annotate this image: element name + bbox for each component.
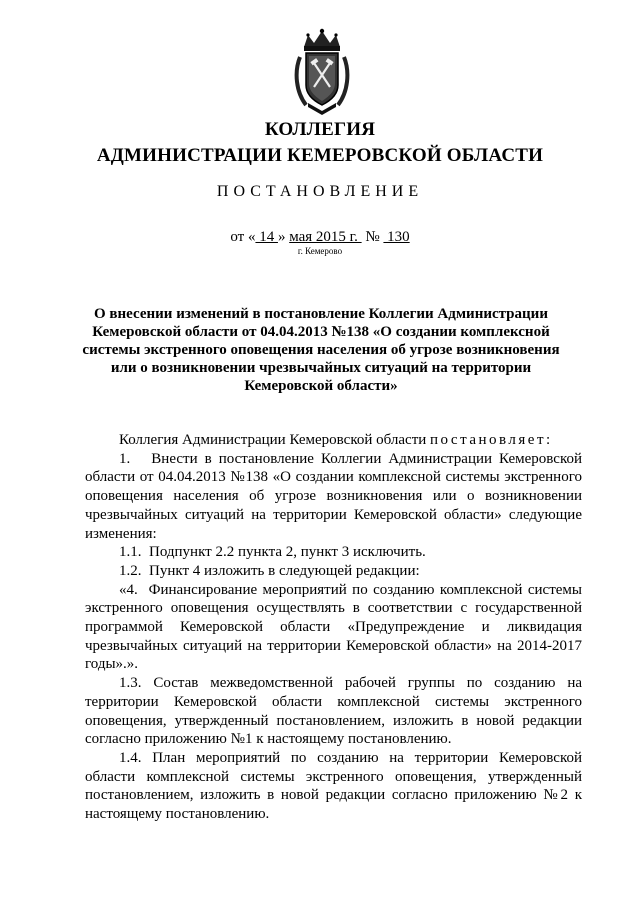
paragraph-1: 1. Внести в постановление Коллегии Администрации Кемеровской области от 04.04.2013 №138 «О создании комплексной системы экстренного оповещения населения об угрозе возникновения или о возникновении чрезвычайных ситуаций на территории Кемеровской области» следующие изменения: xyxy=(85,450,582,542)
organization-name-line2: АДМИНИСТРАЦИИ КЕМЕРОВСКОЙ ОБЛАСТИ xyxy=(96,145,544,166)
date-close-quote: » xyxy=(277,229,290,245)
intro-resolves: постановляет: xyxy=(430,432,553,448)
date-month-year: мая 2015 г. xyxy=(289,229,362,245)
date-line xyxy=(0,229,640,246)
date-day: 14 xyxy=(255,229,278,245)
intro-text: Коллегия Администрации Кемеровской области xyxy=(119,432,431,448)
document-title: О внесении изменений в постановление Коллегии Администрации Кемеровской области от 04.04.2013 №138 «О создании комплексной системы экстренного оповещения населения об угрозе возникновения или о возникновении чрезвычайных ситуаций на территории Кемеровской области» xyxy=(82,306,560,394)
paragraph-1-2: 1.2. Пункт 4 изложить в следующей редакции: xyxy=(119,562,420,579)
paragraph-1-1: 1.1. Подпункт 2.2 пункта 2, пункт 3 исключить. xyxy=(119,544,426,561)
document-type: ПОСТАНОВЛЕНИЕ xyxy=(216,183,424,200)
date-open-quote: « xyxy=(247,229,256,245)
quoted-paragraph-4: «4. Финансирование мероприятий по созданию комплексной системы экстренного оповещения осуществлять в соответствии с государственной программой Кемеровской области «Предупреждение и ликвидация чрезвычайных ситуаций на территории Кемеровской области» на 2014-2017 годы».». xyxy=(85,581,582,673)
intro-paragraph xyxy=(85,431,582,450)
organization-name-line1: КОЛЛЕГИЯ xyxy=(264,119,376,140)
document-body xyxy=(85,431,582,824)
number-sign: № xyxy=(365,229,380,245)
city: г. Кемерово xyxy=(297,246,343,256)
date-prefix: от xyxy=(230,229,245,245)
kemerovo-coat-of-arms-icon xyxy=(294,27,350,115)
document-number: 130 xyxy=(383,229,410,245)
paragraph-1-4: 1.4. План мероприятий по созданию на территории Кемеровской области комплексной системы экстренного оповещения, утвержденный постановлением, изложить в новой редакции согласно приложению №2 к настоящему постановлению. xyxy=(85,749,582,823)
paragraph-1-3: 1.3. Состав межведомственной рабочей группы по созданию на территории Кемеровской области комплексной системы экстренного оповещения, утвержденный постановлением, изложить в новой редакции согласно приложению №1 к настоящему постановлению. xyxy=(85,675,582,748)
